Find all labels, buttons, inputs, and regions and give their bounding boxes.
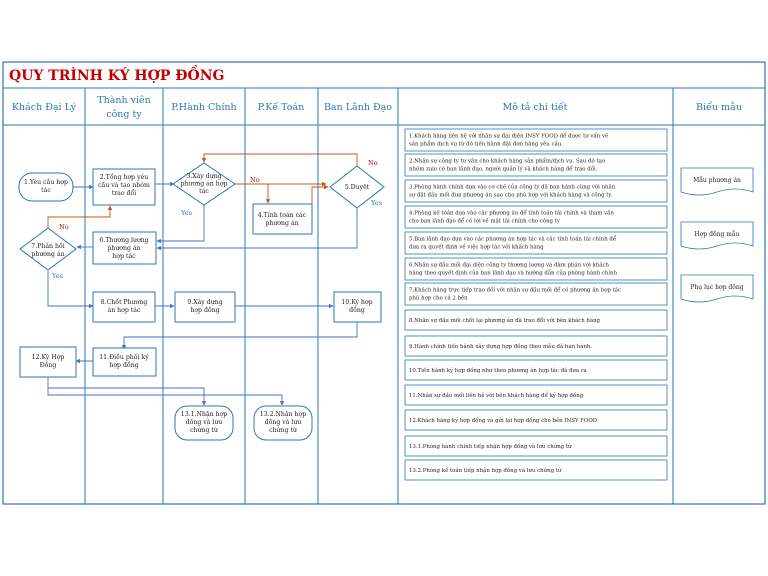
- svg-text:13.2.Nhận hợpđồng và lưuchứng: 13.2.Nhận hợp đồng và lưu chứng từ: [259, 411, 307, 434]
- description-item: [405, 385, 667, 405]
- form-document-label: Mẫu phương án: [693, 177, 741, 184]
- svg-text:8.Chốt Phươngán hợp tác: 8.Chốt Phương án hợp tác: [100, 299, 148, 314]
- svg-text:4.Tính toán cácphương án: 4.Tính toán các phương án: [257, 212, 307, 227]
- description-item: [405, 283, 667, 305]
- description-item: [405, 180, 667, 202]
- page-title: QUY TRÌNH KÝ HỢP ĐỒNG: [9, 68, 225, 84]
- step-2-tong-hop-yeu-cau: [93, 169, 155, 205]
- description-item: [405, 258, 667, 280]
- description-text: sự đặt đầu mối đưa phương án sao cho phù hợp với khách hàng và công ty.: [409, 192, 613, 199]
- label-no-step5: No: [368, 159, 378, 167]
- description-item: [405, 310, 667, 330]
- column-header-mo-ta: Mô tả chi tiết: [502, 102, 568, 113]
- step-10-ky-hop-dong: [334, 292, 381, 322]
- label-no-step3: No: [250, 176, 260, 184]
- svg-text:1.Yêu cầu hợptác: 1.Yêu cầu hợp tác: [24, 179, 68, 194]
- description-item: [405, 336, 667, 356]
- form-list: [681, 168, 753, 302]
- step-7-phan-hoi-phuong-an: [20, 228, 76, 270]
- description-text: 7.Khách hàng trực tiếp trao đổi với nhân sự đầu mối để có phương án hợp tác: [409, 287, 622, 294]
- lane-header-thanh-vien: Thành viên: [97, 95, 151, 106]
- lane-header-cong-ty: công ty: [106, 109, 142, 120]
- lane-header-ban-lanh-dao: Ban Lãnh Đạo: [323, 102, 393, 113]
- svg-text:11.Điều phối kýhợp đồng: 11.Điều phối ký hợp đồng: [99, 354, 149, 369]
- description-item: [405, 232, 667, 254]
- description-text: 9.Hành chính tiến hành xây dựng hợp đồng theo mẫu đã ban hành.: [409, 344, 593, 350]
- form-document: [681, 222, 753, 249]
- description-text: 13.1.Phòng hành chính tiếp nhận hợp đồng và lưu chứng từ: [409, 444, 572, 450]
- step-1-yeu-cau-hop-tac: [19, 173, 73, 201]
- description-text: 6.Nhân sự đầu mối đại diện công ty thương lượng và đàm phán với khách: [409, 262, 609, 269]
- lane-header-khach-dai-ly: Khách Đại Lý: [11, 102, 77, 113]
- description-item: [405, 436, 667, 456]
- form-document-label: Phụ lục hợp đồng: [690, 284, 744, 291]
- description-text: 5.Ban lãnh đạo dựa vào các phương án hợp tác và các tính toán tài chính để: [409, 236, 617, 243]
- description-item: [405, 129, 667, 151]
- svg-text:3.Xây dựngphương án hợptác: 3.Xây dựng phương án hợp tác: [180, 173, 228, 195]
- label-yes-step3: Yes: [181, 209, 192, 217]
- lane-header-ke-toan: P.Kế Toán: [257, 102, 305, 113]
- step-9-xay-dung-hop-dong: [175, 292, 235, 322]
- description-text: 10.Tiến hành ký hợp đồng như theo phương án hợp tác đã đưa ra: [409, 368, 587, 374]
- step-13-2-nhan-hop-dong: [254, 406, 312, 440]
- label-yes-step5: Yes: [371, 199, 382, 207]
- svg-text:7.Phản hồiphương án: 7.Phản hồi phương án: [31, 243, 65, 258]
- step-6-thuong-luong: [93, 232, 156, 264]
- description-text: đưa ra quyết định về việc hợp tác với khách hàng: [409, 244, 544, 251]
- description-text: 12.Khách hàng ký hợp đồng và gửi lại hợp đồng cho bên INSY FOOD: [409, 418, 598, 424]
- svg-text:5.Duyệt: 5.Duyệt: [344, 184, 370, 191]
- svg-text:6.Thương lượngphương ánhợp tác: 6.Thương lượng phương án hợp tác: [99, 237, 149, 260]
- step-4-tinh-toan-phuong-an: [253, 204, 312, 234]
- svg-text:12.Ký HợpĐồng: 12.Ký Hợp Đồng: [31, 354, 65, 369]
- description-text: nhóm zalo có ban lãnh đạo, người quản lý và khách hàng để trao đổi.: [409, 166, 598, 173]
- lane-header-hanh-chinh: P.Hành Chính: [171, 102, 237, 113]
- description-text: 8.Nhân sự đầu mối chốt lại phương án đã trao đổi với bên khách hàng: [409, 318, 600, 324]
- description-text: 1.Khách hàng liên hệ với nhân sự đại diện INSY FOOD để được tư vấn về: [409, 133, 609, 140]
- step-3-xay-dung-phuong-an: [173, 163, 235, 205]
- label-yes-step7: Yes: [52, 272, 63, 280]
- svg-text:13.1.Nhận hợpđồng và lưuchứng: 13.1.Nhận hợp đồng và lưu chứng từ: [180, 411, 228, 434]
- description-item: [405, 360, 667, 380]
- step-11-dieu-phoi-ky: [93, 348, 156, 376]
- step-12-ky-hop-dong-khach: [20, 347, 76, 377]
- form-document-label: Hợp đồng mẫu: [694, 231, 740, 238]
- description-item: [405, 410, 667, 430]
- description-item: [405, 460, 667, 480]
- step-13-1-nhan-hop-dong: [175, 406, 233, 440]
- description-text: 11.Nhân sự đầu mối liên hệ với bên khách hàng để ký hợp đồng: [409, 393, 584, 399]
- svg-text:2.Tổng hợp yêucầu và tạo nhómt: 2.Tổng hợp yêu cầu và tạo nhóm trao đổi: [98, 174, 150, 197]
- description-text: 3.Phòng hành chính dựa vào cơ chế của công ty đã ban hành cùng với nhân: [409, 184, 616, 191]
- description-text: 4.Phòng kế toán dựa vào các phương án để tính toán tài chính và tham vấn: [409, 210, 614, 217]
- description-text: hàng theo quyết định của ban lãnh đạo và hướng dẫn của phòng hành chính: [409, 270, 618, 277]
- description-item: [405, 154, 667, 176]
- description-item: [405, 206, 667, 228]
- description-text: cho ban lãnh đạo để có lợi về mặt tài chính cho công ty: [409, 218, 560, 225]
- column-header-bieu-mau: Biểu mẫu: [696, 102, 742, 113]
- form-document: [681, 275, 753, 302]
- description-text: phù hợp cho cả 2 bên: [409, 295, 468, 302]
- form-document: [681, 168, 753, 195]
- description-text: 2.Nhân sự công ty tư vấn cho khách hàng sản phẩm/dịch vụ. Sau đó tạo: [409, 158, 606, 165]
- svg-text:10.Ký hợpđồng: 10.Ký hợp đồng: [341, 299, 373, 314]
- description-text: sản phẩm dịch vụ từ đó tiến hành đặt đơn hàng yêu cầu.: [409, 141, 563, 148]
- svg-text:9.Xây dựnghợp đồng: 9.Xây dựng hợp đồng: [187, 299, 223, 314]
- step-8-chot-phuong-an: [93, 292, 155, 322]
- description-list: [405, 129, 667, 480]
- label-no-step7: No: [59, 223, 69, 231]
- description-text: 13.2.Phòng kế toán tiếp nhận hợp đồng và lưu chứng từ: [409, 468, 562, 474]
